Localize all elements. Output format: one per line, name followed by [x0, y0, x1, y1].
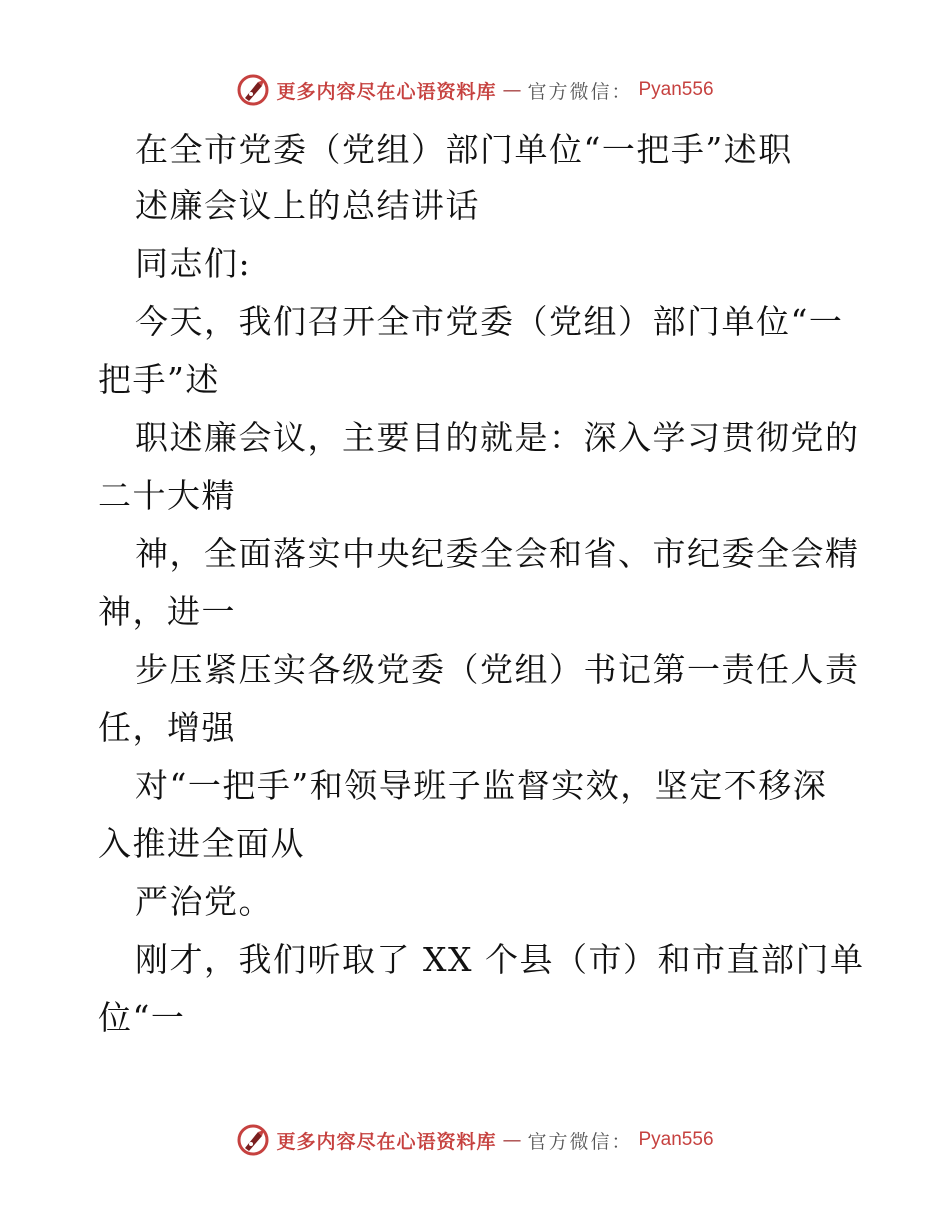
doc-paragraph-line: 把手”述	[98, 360, 220, 399]
banner-dash: —	[502, 79, 522, 101]
banner-brand-text: 更多内容尽在心语资料库	[276, 80, 497, 103]
doc-paragraph-line: 入推进全面从	[98, 824, 305, 863]
header-banner	[0, 70, 950, 110]
doc-paragraph-line: 职述廉会议，主要目的就是：深入学习贯彻党的	[135, 418, 860, 457]
doc-salutation: 同志们:	[135, 244, 252, 283]
pen-nib-circle-icon	[236, 73, 270, 107]
pen-nib-circle-icon	[236, 1123, 270, 1157]
doc-paragraph-line: 二十大精	[98, 476, 236, 515]
doc-paragraph-line: 刚才，我们听取了 XX 个县（市）和市直部门单	[135, 940, 865, 979]
banner-wechat-id: Pyan556	[638, 79, 714, 100]
banner-wechat-id: Pyan556	[638, 1129, 714, 1150]
doc-paragraph-line: 步压紧压实各级党委（党组）书记第一责任人责	[135, 650, 860, 689]
doc-title-line-1: 在全市党委（党组）部门单位“一把手”述职	[135, 130, 793, 169]
doc-paragraph-line: 位“一	[98, 998, 186, 1037]
doc-paragraph-line: 严治党。	[135, 882, 273, 921]
banner-wechat-label: 官方微信：	[527, 80, 633, 103]
banner-wechat-label: 官方微信：	[527, 1130, 633, 1153]
doc-paragraph-line: 神，全面落实中央纪委全会和省、市纪委全会精	[135, 534, 860, 573]
doc-paragraph-line: 今天，我们召开全市党委（党组）部门单位“一	[135, 302, 844, 341]
doc-paragraph-line: 任，增强	[98, 708, 236, 747]
doc-paragraph-line: 对“一把手”和领导班子监督实效，坚定不移深	[135, 766, 828, 805]
banner-brand-text: 更多内容尽在心语资料库	[276, 1130, 497, 1153]
doc-paragraph-line: 神，进一	[98, 592, 236, 631]
doc-title-line-2: 述廉会议上的总结讲话	[135, 186, 480, 225]
banner-dash: —	[502, 1129, 522, 1151]
footer-banner	[0, 1120, 950, 1160]
